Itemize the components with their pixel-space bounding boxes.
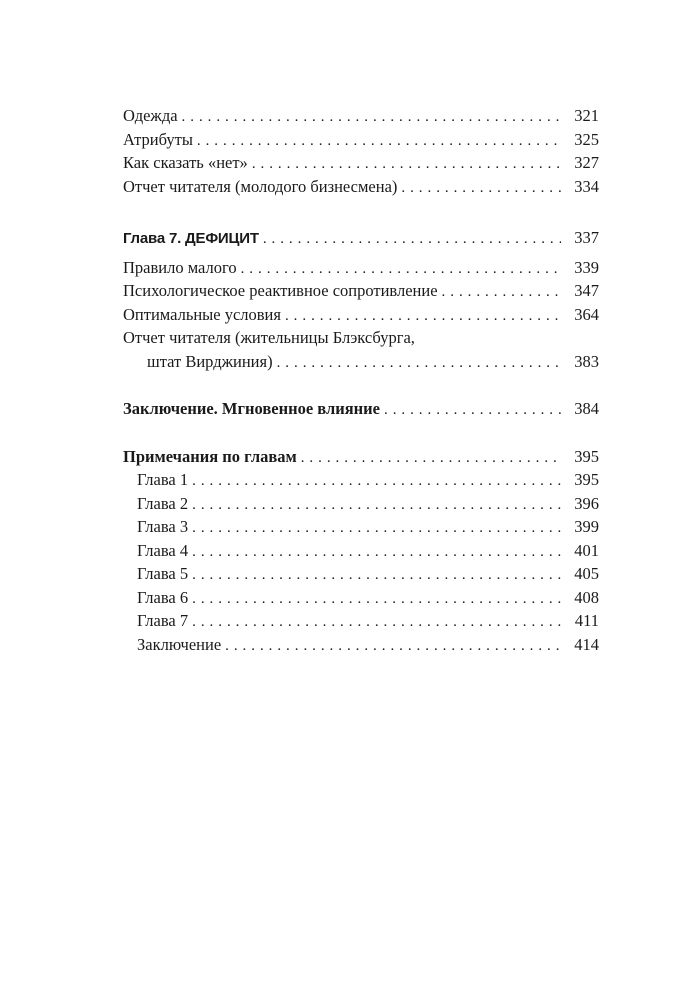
dot-leader [442,281,561,305]
toc-entry-rule-of-few[interactable] [123,256,599,280]
toc-page-number: 364 [574,304,599,324]
dot-leader [192,517,561,541]
toc-page-number: 325 [574,129,599,149]
toc-section-title: Примечания по главам [123,446,297,466]
toc-entry-label: Заключение [137,634,222,654]
toc-notes-conclusion[interactable] [123,633,599,657]
toc-notes-chapter-4[interactable] [123,539,599,563]
toc-entry-label-line1: Отчет читателя (жительницы Блэксбурга, [123,328,415,347]
toc-entry-label: Одежда [123,106,178,125]
dot-leader [192,541,561,565]
toc-page-number: 408 [574,587,599,607]
toc-page-number: 395 [574,446,599,466]
toc-entry-reader-report-blacksburg-cont[interactable] [123,350,599,374]
toc-page-number: 411 [574,611,599,630]
toc-entry-label: Правило малого [123,257,237,277]
toc-entry-clothing[interactable] [123,104,599,128]
dot-leader [192,494,561,518]
toc-page-number: 327 [574,153,599,172]
toc-entry-label: Отчет читателя (молодого бизнесмена) [123,176,398,196]
table-of-contents [123,104,599,656]
toc-entry-optimal-conditions[interactable] [123,303,599,327]
dot-leader [384,399,561,423]
dot-leader [285,305,561,329]
toc-entry-label-line2: штат Вирджиния) [147,351,273,371]
dot-leader [192,470,561,494]
toc-notes-chapter-2[interactable] [123,492,599,516]
toc-notes-heading[interactable] [123,445,599,469]
toc-conclusion-heading[interactable] [123,397,599,421]
toc-page-number: 384 [574,399,599,418]
toc-entry-reactance[interactable] [123,279,599,303]
dot-leader [192,588,561,612]
toc-page-number: 396 [574,493,599,513]
toc-page-number: 401 [574,540,599,560]
toc-page-number: 405 [574,564,599,583]
dot-leader [182,106,561,130]
toc-entry-label: Глава 7 [137,611,189,630]
toc-entry-label: Оптимальные условия [123,304,281,324]
dot-leader [277,352,561,376]
toc-notes-chapter-6[interactable] [123,586,599,610]
toc-entry-label: Глава 4 [137,540,189,560]
toc-page-number: 337 [574,228,599,247]
toc-page-number: 383 [574,351,599,371]
toc-page-number: 395 [574,470,599,489]
dot-leader [192,564,561,588]
toc-entry-reader-report-blacksburg[interactable] [123,326,599,350]
toc-entry-reader-report-businessman[interactable] [123,175,599,199]
dot-leader [241,258,561,282]
toc-entry-label: Глава 2 [137,493,189,513]
toc-notes-chapter-1[interactable] [123,468,599,492]
toc-entry-label: Психологическое реактивное сопротивление [123,281,438,300]
toc-entry-how-to-say-no[interactable] [123,151,599,175]
toc-entry-label: Как сказать «нет» [123,153,248,172]
toc-section-title: Заключение. Мгновенное влияние [123,399,380,418]
toc-chapter-title: Глава 7. ДЕФИЦИТ [123,230,259,247]
toc-entry-label: Глава 3 [137,517,189,536]
toc-notes-chapter-7[interactable] [123,609,599,633]
toc-entry-attributes[interactable] [123,128,599,152]
dot-leader [252,153,561,177]
dot-leader [197,130,561,154]
toc-notes-chapter-5[interactable] [123,562,599,586]
dot-leader [301,447,561,471]
toc-page-number: 399 [574,517,599,536]
toc-page-number: 334 [574,176,599,196]
toc-entry-label: Глава 6 [137,587,189,607]
toc-page-number: 339 [574,257,599,277]
dot-leader [225,635,561,659]
toc-notes-chapter-3[interactable] [123,515,599,539]
toc-entry-label: Глава 5 [137,564,189,583]
dot-leader [401,177,561,201]
toc-page-number: 321 [574,106,599,125]
toc-entry-label: Глава 1 [137,470,189,489]
toc-entry-label: Атрибуты [123,129,193,149]
toc-page-number: 414 [574,634,599,654]
toc-chapter-7-heading[interactable] [123,226,599,250]
toc-page-number: 347 [574,281,599,300]
dot-leader [263,228,561,252]
dot-leader [192,611,561,635]
